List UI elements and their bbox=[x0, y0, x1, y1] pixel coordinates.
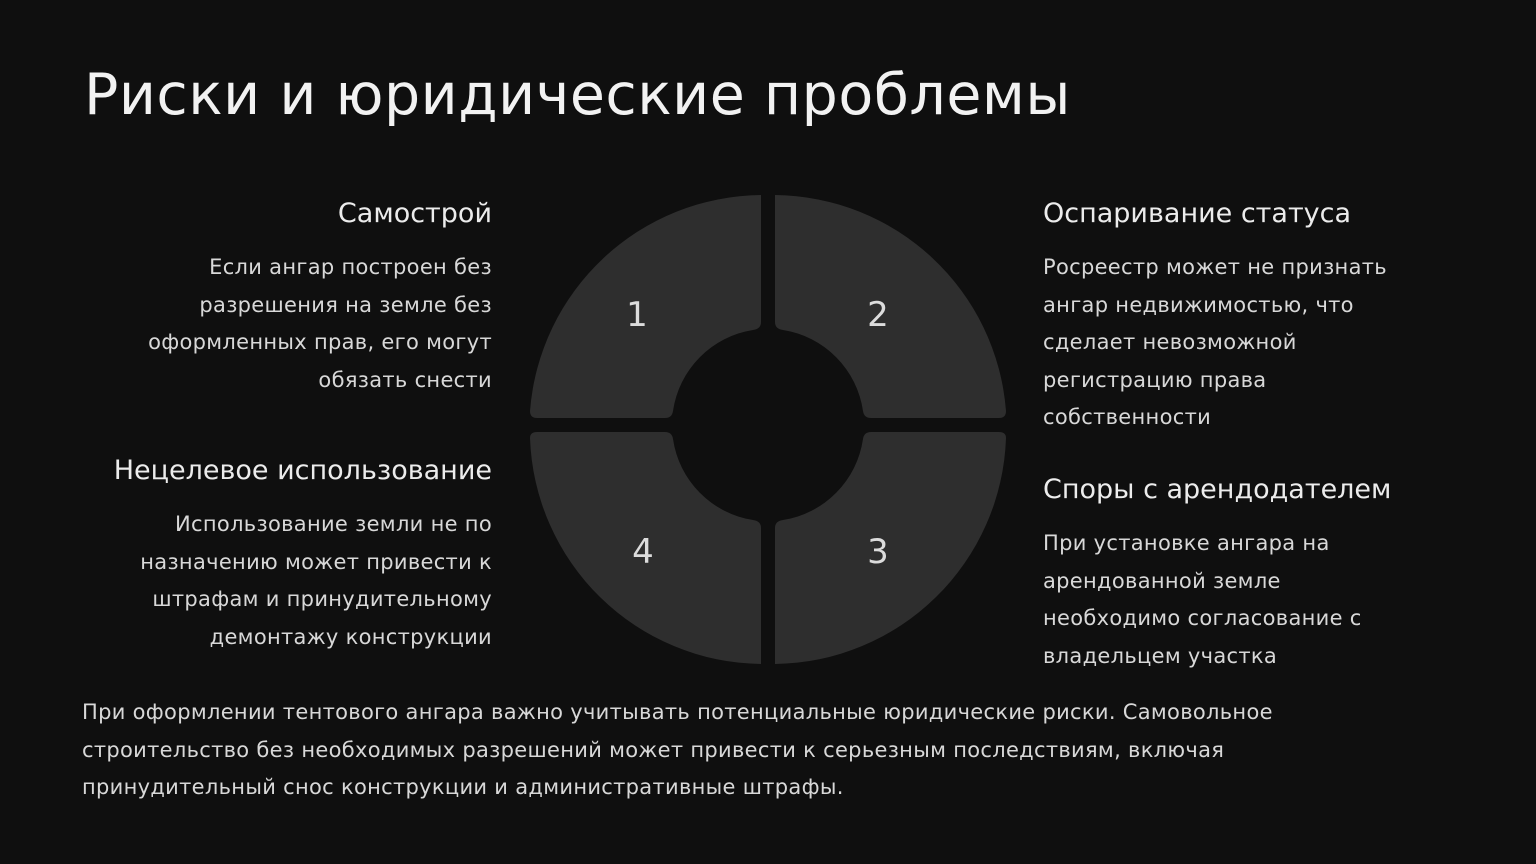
risk-heading-4: Нецелевое использование bbox=[113, 455, 492, 486]
cycle-segment-3 bbox=[775, 432, 1006, 664]
risk-heading-2: Оспаривание статуса bbox=[1043, 198, 1352, 229]
risk-block-1 bbox=[52, 195, 492, 399]
summary-paragraph: При оформлении тентового ангара важно учитывать потенциальные юридические риски. Самовольное строительство без необходимых разрешений может привести к серьезным последствиям, включая принудительный снос конструкции и административные штрафы. bbox=[82, 700, 1273, 799]
slide-title: Риски и юридические проблемы bbox=[84, 62, 1071, 128]
risk-text-2: Росреестр может не признать ангар недвижимостью, что сделает невозможной регистрацию права собственности bbox=[1043, 255, 1387, 429]
risk-heading-3: Споры с арендодателем bbox=[1043, 474, 1392, 505]
cycle-number-1: 1 bbox=[626, 295, 648, 335]
cycle-segment-2 bbox=[775, 195, 1006, 418]
cycle-number-4: 4 bbox=[632, 532, 654, 572]
cycle-number-3: 3 bbox=[867, 532, 889, 572]
risk-text-4: Использование земли не по назначению может привести к штрафам и принудительному демонтажу конструкции bbox=[140, 512, 492, 649]
risk-cycle-diagram bbox=[527, 185, 1009, 667]
cycle-number-2: 2 bbox=[867, 295, 889, 335]
risk-heading-1: Самострой bbox=[337, 198, 492, 229]
risk-text-3: При установке ангара на арендованной земле необходимо согласование с владельцем участка bbox=[1043, 531, 1362, 668]
risk-block-4 bbox=[52, 452, 492, 656]
risk-block-2 bbox=[1043, 195, 1443, 437]
risk-text-1: Если ангар построен без разрешения на земле без оформленных прав, его могут обязать снести bbox=[148, 255, 492, 392]
risk-block-3 bbox=[1043, 471, 1443, 675]
